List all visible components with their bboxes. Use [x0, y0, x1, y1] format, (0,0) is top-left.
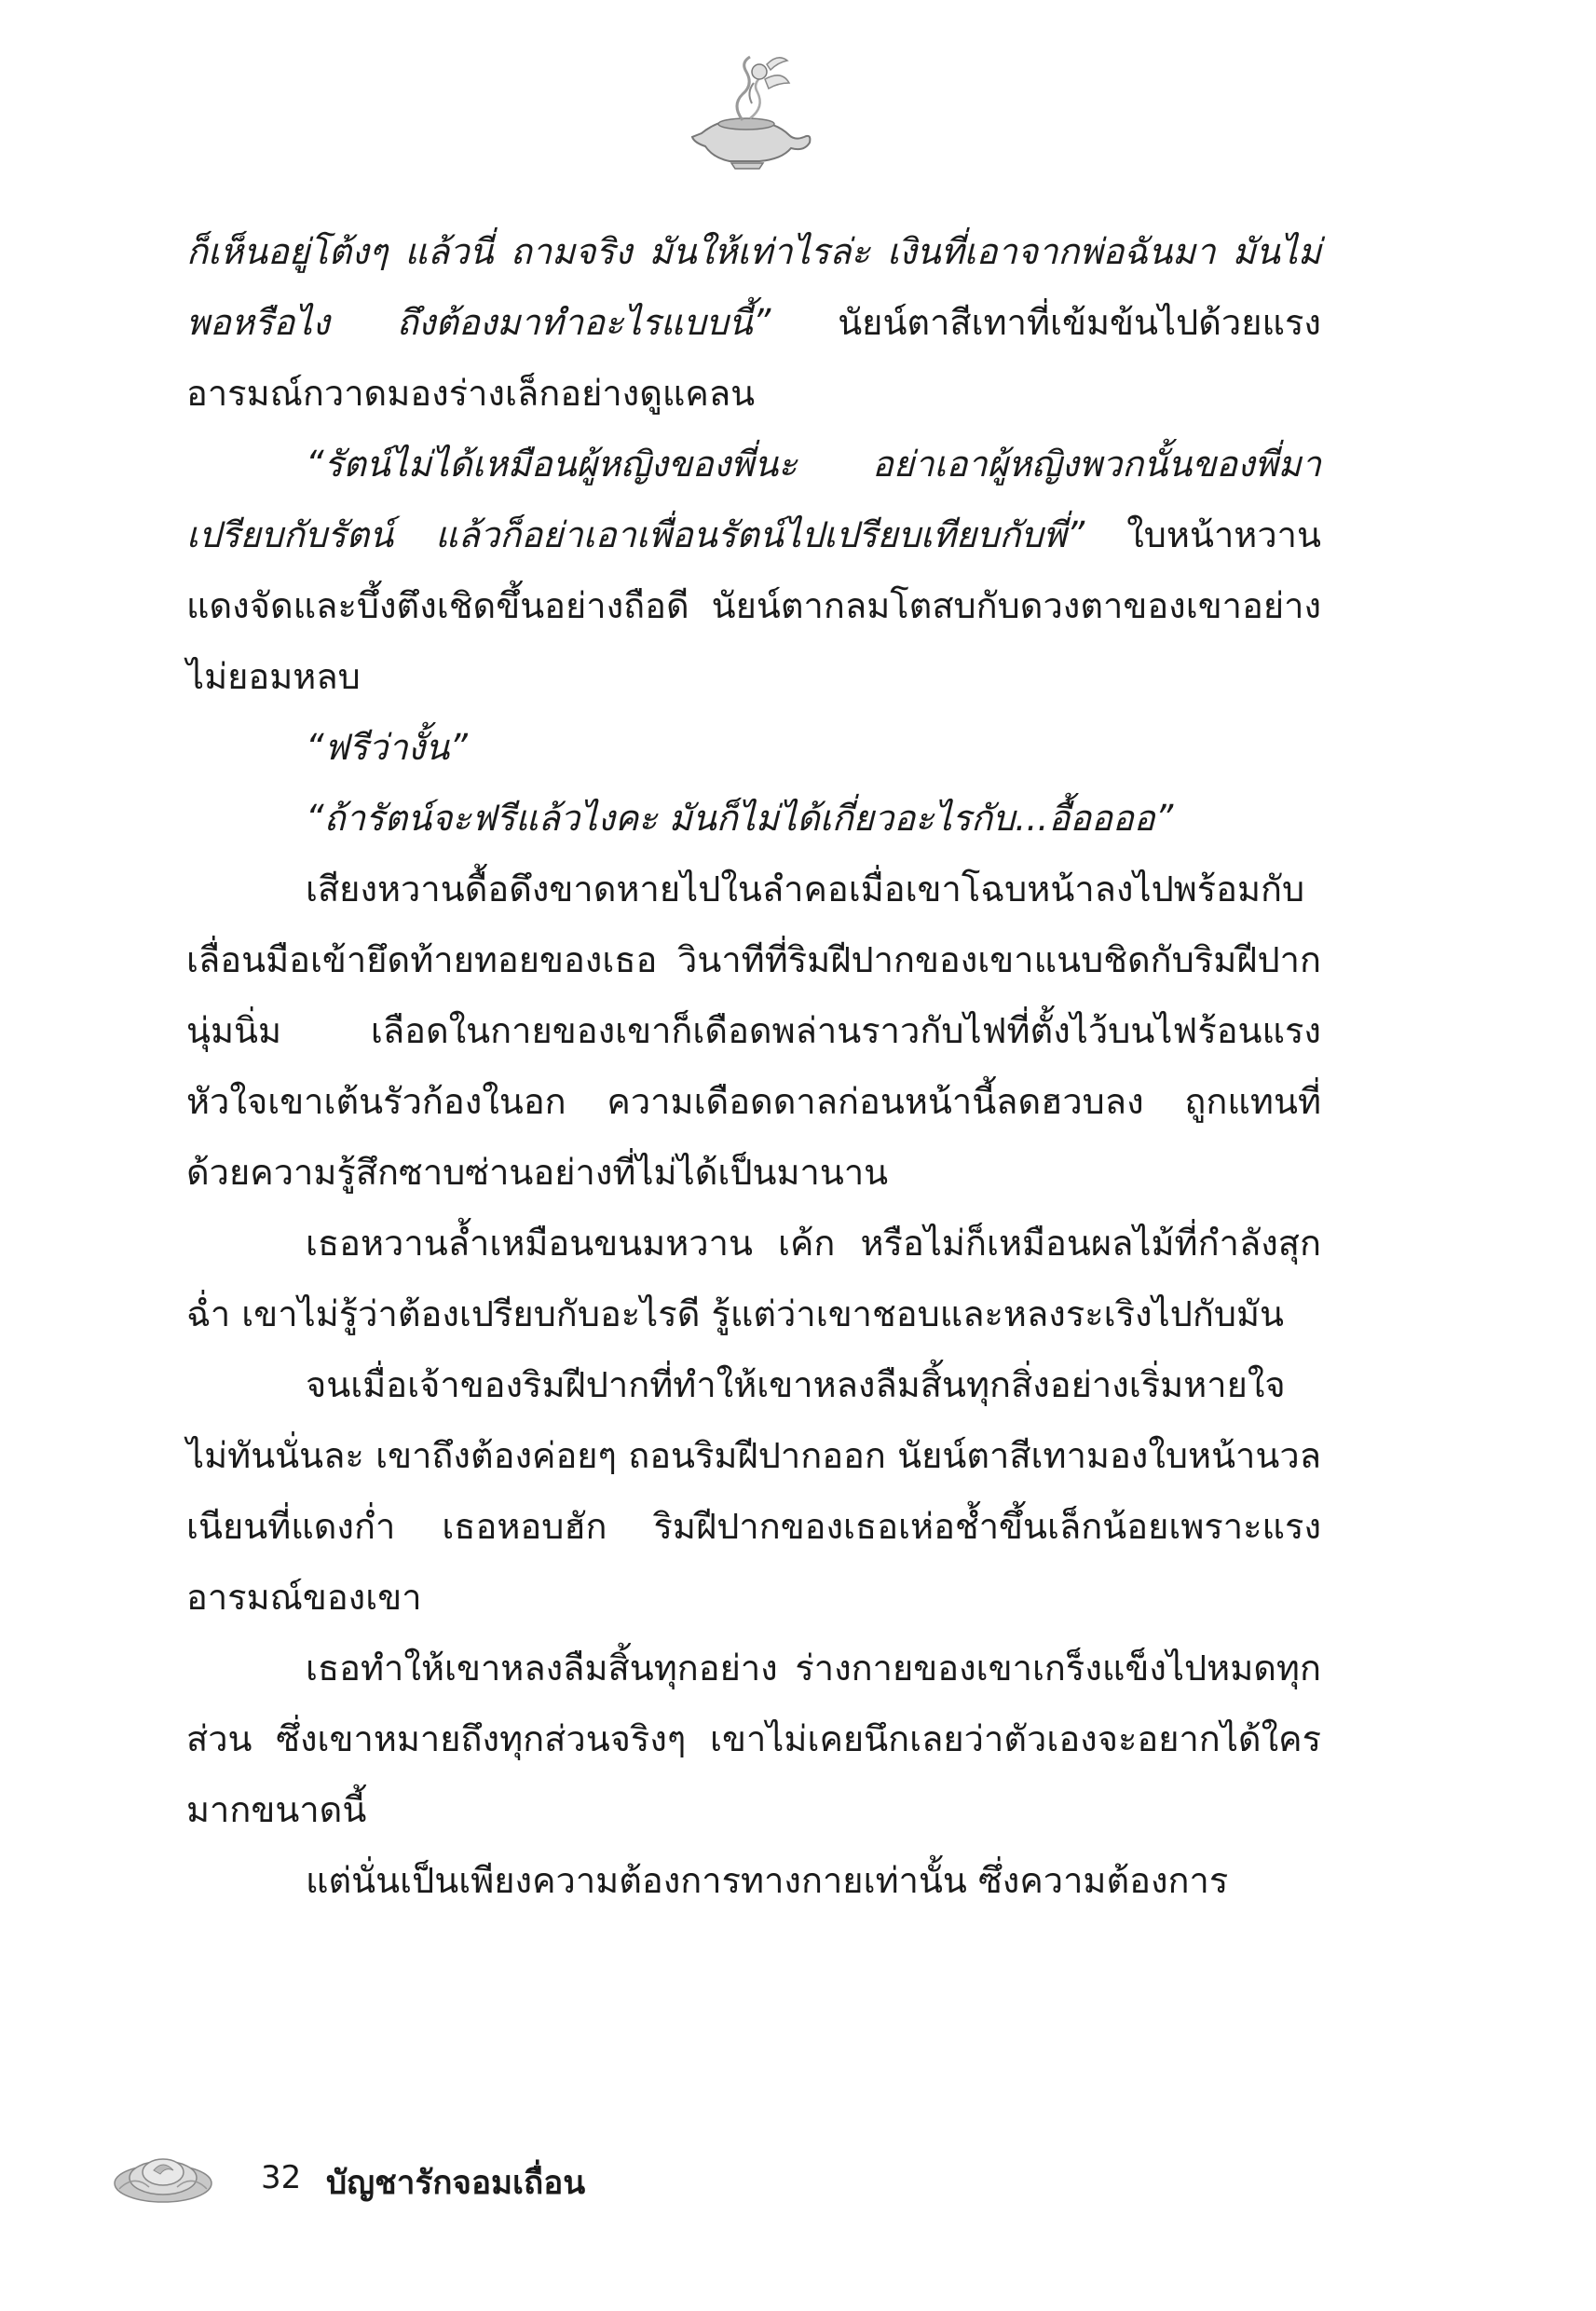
paragraph — [186, 783, 1321, 854]
rose-icon — [112, 2146, 214, 2206]
dialogue-text: “ฟรีว่างั้น” — [306, 727, 468, 768]
dialogue-text: ก็เห็นอยู่โต้งๆ แล้วนี่ ถามจริง มันให้เท่าไรล่ะ เงินที่เอาจากพ่อฉันมา มันไม่พอหรือไง ถึงต้องมาทำอะไรแบบนี้” — [186, 231, 1321, 343]
paragraph — [186, 216, 1321, 429]
page-number: 32 — [261, 2159, 302, 2196]
narration-text: เสียงหวานดื้อดึงขาดหายไปในลำคอเมื่อเขาโฉบหน้าลงไปพร้อมกับเลื่อนมือเข้ายึดท้ายทอยของเธอ วินาทีที่ริมฝีปากของเขาแนบชิดกับริมฝีปากนุ่มนิ่ม เลือดในกายของเขาก็เดือดพล่านราวกับไฟที่ตั้งไว้บนไฟร้อนแรง หัวใจเขาเต้นรัวก้องในอก ความเดือดดาลก่อนหน้านี้ลดฮวบลง ถูกแทนที่ด้วยความรู้สึกซาบซ่านอย่างที่ไม่ได้เป็นมานาน — [186, 868, 1321, 1193]
narration-text: แต่นั่นเป็นเพียงความต้องการทางกายเท่านั้น ซึ่งความต้องการ — [306, 1860, 1229, 1901]
body-text — [186, 216, 1321, 1916]
narration-text: ใบหน้าหวานแดงจัดและบึ้งตึงเชิดขึ้นอย่างถือดี นัยน์ตากลมโตสบกับดวงตาของเขาอย่างไม่ยอมหลบ — [186, 514, 1321, 697]
paragraph — [186, 1349, 1321, 1633]
paragraph — [186, 1633, 1321, 1845]
paragraph — [186, 1208, 1321, 1349]
dialogue-text: “รัตน์ไม่ได้เหมือนผู้หญิงของพี่นะ อย่าเอาผู้หญิงพวกนั้นของพี่มาเปรียบกับรัตน์ แล้วก็อย่าเอาเพื่อนรัตน์ไปเปรียบเทียบกับพี่” — [186, 444, 1321, 555]
paragraph — [186, 429, 1321, 712]
narration-text: เธอทำให้เขาหลงลืมสิ้นทุกอย่าง ร่างกายของเขาเกร็งแข็งไปหมดทุกส่วน ซึ่งเขาหมายถึงทุกส่วนจริงๆ เขาไม่เคยนึกเลยว่าตัวเองจะอยากได้ใครมากขนาดนี้ — [186, 1648, 1321, 1830]
page-footer — [112, 2139, 857, 2232]
narration-text: จนเมื่อเจ้าของริมฝีปากที่ทำให้เขาหลงลืมสิ้นทุกสิ่งอย่างเริ่มหายใจไม่ทันนั่นละ เขาถึงต้องค่อยๆ ถอนริมฝีปากออก นัยน์ตาสีเทามองใบหน้านวลเนียนที่แดงก่ำ เธอหอบฮัก ริมฝีปากของเธอเห่อช้ำขึ้นเล็กน้อยเพราะแรงอารมณ์ของเขา — [186, 1364, 1321, 1618]
paragraph — [186, 854, 1321, 1208]
cupid-teapot-ornament-icon — [685, 51, 815, 172]
narration-text: นัยน์ตาสีเทาที่เข้มข้นไปด้วยแรงอารมณ์กวาดมองร่างเล็กอย่างดูแคลน — [186, 302, 1321, 414]
paragraph — [186, 712, 1321, 783]
dialogue-text: “ถ้ารัตน์จะฟรีแล้วไงคะ มันก็ไม่ได้เกี่ยวอะไรกับ...อื้ออออ” — [306, 798, 1174, 839]
paragraph — [186, 1845, 1321, 1916]
book-title: บัญชารักจอมเถื่อน — [326, 2165, 586, 2202]
narration-text: เธอหวานล้ำเหมือนขนมหวาน เค้ก หรือไม่ก็เหมือนผลไม้ที่กำลังสุกฉ่ำ เขาไม่รู้ว่าต้องเปรียบกับอะไรดี รู้แต่ว่าเขาชอบและหลงระเริงไปกับมัน — [186, 1223, 1321, 1334]
